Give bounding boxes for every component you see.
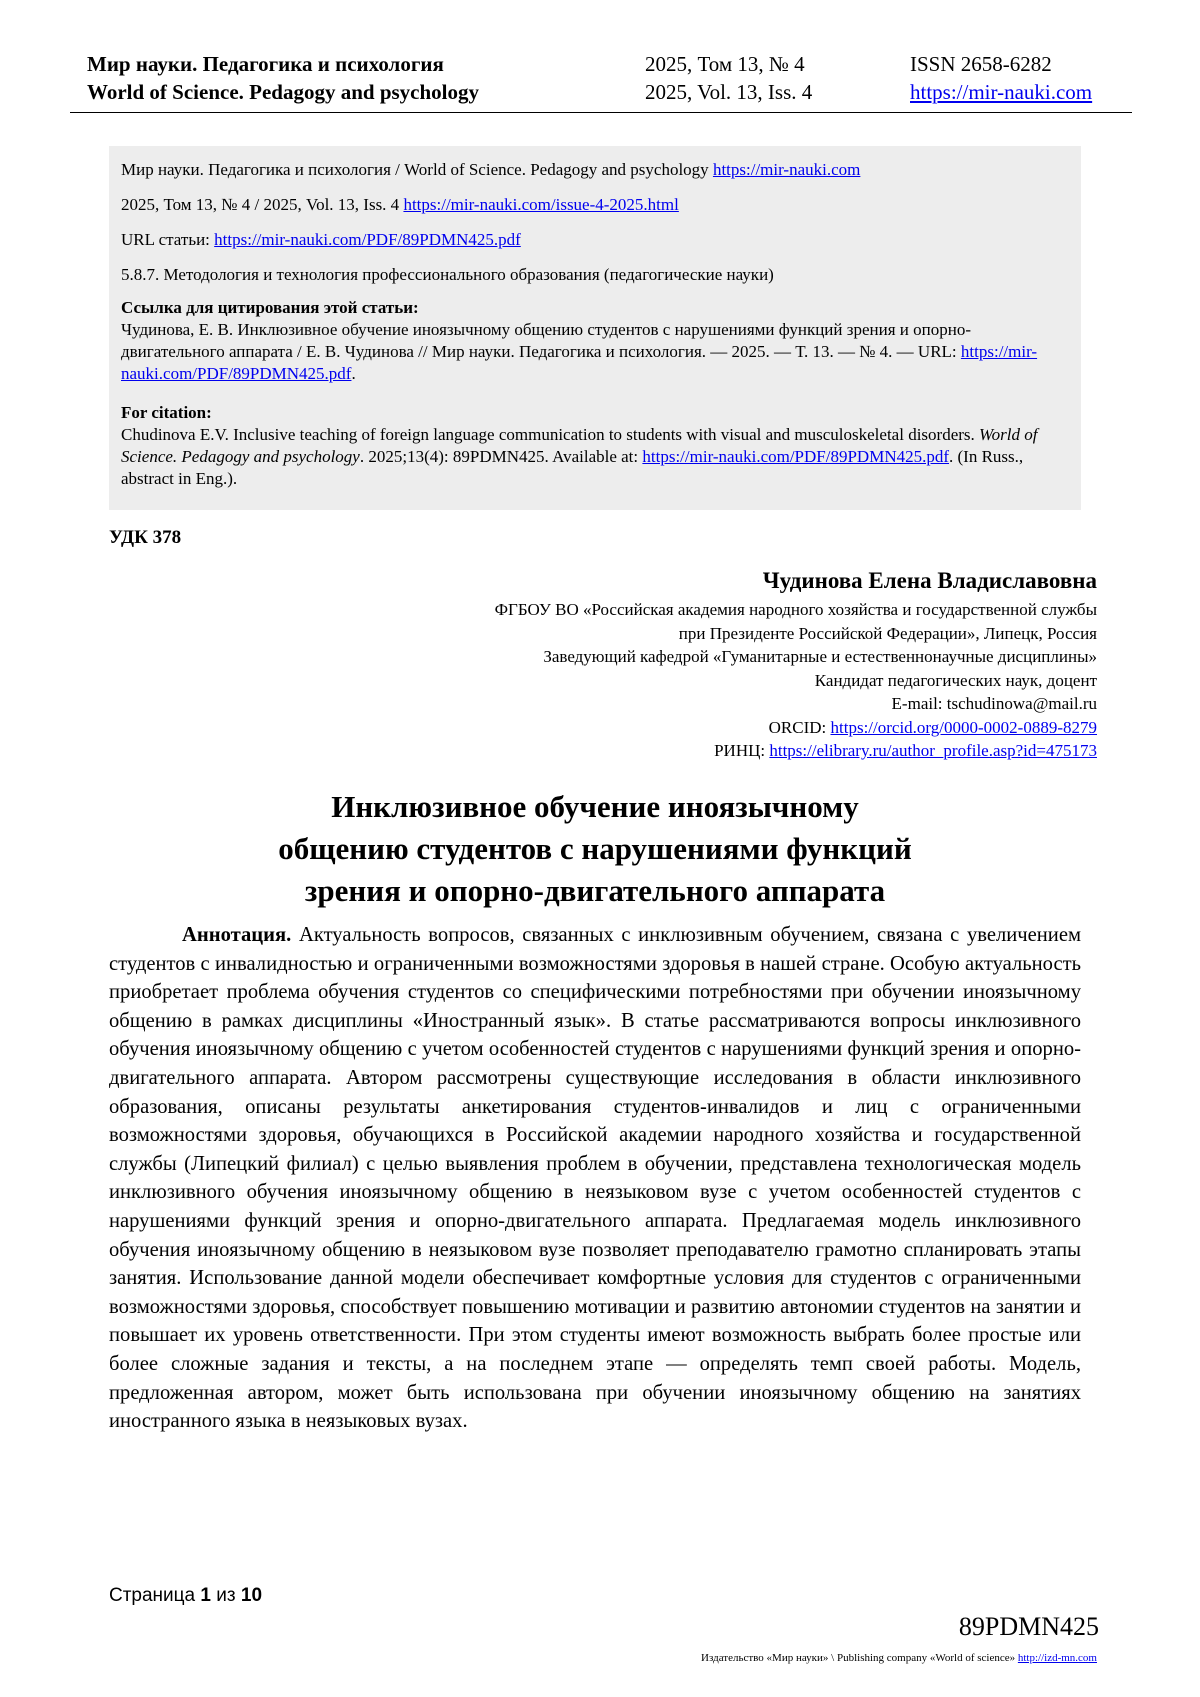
specialty-line: 5.8.7. Методология и технология профессионального образования (педагогические науки) (121, 265, 774, 284)
journal-name-column (87, 50, 479, 106)
article-url-link[interactable]: https://mir-nauki.com/PDF/89PDMN425.pdf (214, 230, 521, 249)
issue-link[interactable]: https://mir-nauki.com/issue-4-2025.html (403, 195, 679, 214)
citation-en-heading: For citation: (121, 403, 212, 422)
citation-ru: Ссылка для цитирования этой статьи: Чудинова, Е. В. Инклюзивное обучение иноязычному общению студентов с нарушениями функций зрения и опорно-двигательного аппарата / Е. В. Чудинова // Мир науки. Педагогика и психология. — 2025. — Т. 13. — № 4. — URL: https://mir-nauki.com/PDF/89PDMN425.pdf. (121, 298, 1038, 383)
journal-name-en: World of Science. Pedagogy and psychology (87, 80, 480, 104)
journal-line: Мир науки. Педагогика и психология / World of Science. Pedagogy and psychology https://mir-nauki.com (121, 160, 861, 179)
author-affiliation-2: при Президенте Российской Федерации», Липецк, Россия (678, 623, 1097, 643)
citation-ru-text: Чудинова, Е. В. Инклюзивное обучение иноязычному общению студентов с нарушениями функций зрения и опорно-двигательного аппарата / Е. В. Чудинова // Мир науки. Педагогика и психология. — 2025. — Т. 13. — № 4. — URL: (121, 320, 971, 361)
citation-en-link[interactable]: https://mir-nauki.com/PDF/89PDMN425.pdf (642, 447, 950, 466)
udk-code: УДК 378 (109, 527, 182, 548)
journal-name-ru: Мир науки. Педагогика и психология (87, 52, 444, 76)
title-line-1: Инклюзивное обучение иноязычному (331, 789, 859, 824)
abstract-label: Аннотация. (182, 924, 292, 946)
article-code: 89PDMN425 (958, 1612, 1099, 1641)
orcid-link[interactable]: https://orcid.org/0000-0002-0889-8279 (830, 717, 1097, 737)
author-position: Заведующий кафедрой «Гуманитарные и естественнонаучные дисциплины» (543, 647, 1097, 666)
article-info-box (109, 146, 1081, 510)
citation-ru-link[interactable]: https://mir-nauki.com/PDF/89PDMN425.pdf (121, 342, 1038, 383)
issn: ISSN 2658-6282 (910, 52, 1052, 76)
article-title (109, 786, 1081, 912)
author-email: E-mail: tschudinowa@mail.ru (891, 694, 1097, 713)
journal-header (70, 50, 1132, 113)
author-block (337, 565, 1097, 763)
publisher-line: Издательство «Мир науки» \ Publishing company «World of science» http://izd-mn.com (701, 1652, 1097, 1664)
page-number: Страница 1 из 10 (109, 1585, 263, 1606)
title-line-2: общению студентов с нарушениями функций (278, 831, 912, 866)
issn-column (910, 50, 1092, 106)
author-rinc: РИНЦ: https://elibrary.ru/author_profile.asp?id=475173 (714, 741, 1097, 760)
citation-en-text: Chudinova E.V. Inclusive teaching of foreign language communication to students with visual and musculoskeletal disorders. (121, 425, 975, 444)
author-name: Чудинова Елена Владиславовна (762, 568, 1097, 593)
abstract-text: Актуальность вопросов, связанных с инклюзивным обучением, связана с увеличением студентов с инвалидностью и ограниченными возможностями здоровья в нашей стране. Особую актуальность приобретает проблема обучения студентов со специфическими потребностями при обучении иноязычному общению в рамках дисциплины «Иностранный язык». В статье рассматриваются вопросы инклюзивного обучения иноязычному общению с учетом особенностей студентов с нарушениями функций зрения и опорно-двигательного аппарата. Автором рассмотрены существующие исследования в области инклюзивного образования, описаны результаты анкетирования студентов-инвалидов и лиц с ограниченными возможностями здоровья, обучающихся в Российской академии народного хозяйства и государственной службы (Липецкий филиал) с целью выявления проблем в обучении, представлена технологическая модель инклюзивного обучения иноязычному общению в неязыковом вузе с учетом особенностей студентов с нарушениями функций зрения и опорно-двигательного аппарата. Предлагаемая модель инклюзивного обучения иноязычному общению в неязыковом вузе позволяет преподавателю грамотно спланировать этапы занятия. Использование данной модели обеспечивает комфортные условия для студентов с ограниченными возможностями здоровья, способствует повышению мотивации и развитию автономии студентов на занятии и повышает их уровень ответственности. При этом студенты имеют возможность выбрать более простые или более сложные задания и тексты, а на последнем этапе — определять темп своей работы. Модель, предложенная автором, может быть использована при обучении иноязычному общению на занятиях иностранного языка в неязыковых вузах. (109, 924, 1081, 1433)
issue-ru: 2025, Том 13, № 4 (645, 52, 805, 76)
article-url-line: URL статьи: https://mir-nauki.com/PDF/89PDMN425.pdf (121, 230, 521, 249)
publisher-link[interactable]: http://izd-mn.com (1017, 1652, 1097, 1664)
citation-en-details: . 2025;13(4): 89PDMN425. Available at: (359, 447, 639, 466)
issue-line: 2025, Том 13, № 4 / 2025, Vol. 13, Iss. 4 https://mir-nauki.com/issue-4-2025.html (121, 195, 679, 214)
title-line-3: зрения и опорно-двигательного аппарата (304, 873, 886, 908)
citation-en-suffix: . (In Russ., abstract in Eng.). (121, 447, 1024, 488)
author-degree: Кандидат педагогических наук, доцент (814, 670, 1097, 690)
citation-en-journal: World of Science. Pedagogy and psychology (121, 425, 1038, 466)
journal-link[interactable]: https://mir-nauki.com (712, 160, 861, 179)
page-current: 1 (200, 1585, 211, 1606)
author-orcid: ORCID: https://orcid.org/0000-0002-0889-8279 (768, 717, 1097, 737)
citation-ru-heading: Ссылка для цитирования этой статьи: (121, 298, 419, 317)
site-link[interactable]: https://mir-nauki.com (910, 80, 1093, 104)
issue-en: 2025, Vol. 13, Iss. 4 (645, 80, 813, 104)
author-affiliation-1: ФГБОУ ВО «Российская академия народного хозяйства и государственной службы (494, 600, 1097, 619)
citation-en (121, 402, 1069, 490)
page-total: 10 (240, 1585, 263, 1606)
abstract (109, 921, 1081, 1436)
rinc-link[interactable]: https://elibrary.ru/author_profile.asp?id=475173 (769, 741, 1097, 760)
issue-column (645, 50, 812, 106)
